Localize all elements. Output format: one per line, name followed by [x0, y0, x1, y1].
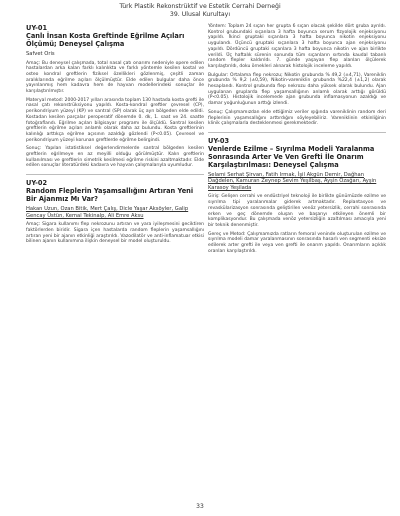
abstract-title: Venlerde Ezilme – Sıyrılma Modeli Yaralanma Sonrasında Arter Ve Ven Grefti İle Onarım Karşılaştırılması: Deneysel Çalışma — [208, 144, 375, 169]
left-column — [26, 24, 204, 245]
abstract-code: UY-02 — [26, 179, 48, 188]
abstract-uy02 — [26, 179, 204, 245]
section-divider — [26, 174, 204, 175]
abstract-title: Random Fleplerin Yaşamsallığını Artıran Yeni Bir Ajanmız Mı Var? — [26, 187, 194, 204]
abstract-method: Yöntem: Toplam 24 sıçan her grupta 6 sıçan olacak şekilde dört gruba ayrıldı. Kontrol grubundaki sıçanlara 3 hafta boyunca serum fizyolojik enjeksiyonu yapıldı. İkinci gruptaki sıçanlara 3 hafta boyunca nikotin enjeksiyonu uygulandı. Üçüncü gruptaki sıçanlara 3 hafta boyunca ajan enjeksiyonu yapıldı. Dördüncü gruptaki sıçanlara 3 hafta boyunca nikotin ve ajan birlikte verildi. Üç haftalık sürenin sonunda tüm sıçanların sırtında kaudal tabanlı random flepler kaldırıldı. 7. günde yaşayan flep alanları ölçülerek karşılaştırıldı, doku örnekleri alınarak histolojik inceleme yapıldı. — [208, 24, 386, 69]
page-number: 33 — [196, 503, 204, 510]
abstract-method: Materyal metod: 2000-2017 yılları arasında toplam 130 hastada kosta grefti ile nasal çatı rekonstrüksiyonu yapıldı. Kosta-kondral greftler çevresel (CP), perikondriyum yüzeyi (KP) ve santral (SP) olarak üç ayrı bölgeden elde edildi. Kostadan kesilen parçalar peroperatif dönemde 0. dk, 1. saat ve 24. saatte fotoğraflandı. Eğrilme açıları bilgisayar programı ile ölçüldü. Santral kesilen greftlerin eğrilme açıları anlamlı olarak daha az bulundu. Kosta greftlerinin kalınlığı arttıkça eğrilme açısının azaldığı gözlendi (P<0.05). Çevresel ve perikondriyum yüzeyi korunan greftlerde eğrilme belirgindi. — [26, 97, 204, 143]
abstract-result: Sonuç: Çalışmamızdan elde ettiğimiz veriler ışığında vareniklinin random deri fleplerinin yaşamsallığını arttırdığını söyleyebiliriz. Vareniklinin etkinliğinin klinik çalışmalarla desteklenmesi gerekmektedir. — [208, 109, 386, 127]
abstract-uy01 — [26, 24, 204, 169]
abstract-result: Sonuç: Yapılan istatistiksel değerlendirmelerde santral bölgeden kesilen greftlerin eğrilmeye en az meyilli olduğu görülmüştür. Kalın greftlerin kullanılması ve greftlerin simetrik kesilmesi eğrilme riskini azaltmaktadır. Elde edilen sonuçlar literatürdeki kadavra ve hayvan çalışmalarıyla uyumludur. — [26, 146, 204, 169]
abstract-findings: Bulgular: Ortalama flep nekrozu; Nikotin grubunda % 49,2 (±4,71), Vareniklin grubunda % 9,2 (±0,59), Nikotin-vareniklin grubunda %22,4 (±1,2) olarak hesaplandı. Kontrol grubunda flep nekrozu daha yüksek olarak bulundu. Ajan uygulanan gruplarda flep yaşamsallığının anlamlı olarak arttığı görüldü (P<0.05). Histolojik incelemede ajan grubunda inflamasyonun azaldığı ve damar yoğunluğunun arttığı izlendi. — [208, 72, 386, 107]
right-column — [208, 24, 386, 254]
abstract-authors: Selami Serhat Şirvan, Fatih Irmak, İşil Akgün Demir, Dağhan Dağdelen, Kamuran Zeynep Sevim Yeşilbaş, Ayşin Özağarı, Ayşin Karasoy Yeşilada — [208, 171, 377, 191]
running-header — [0, 3, 400, 19]
abstract-uy03 — [208, 137, 386, 255]
abstract-intro: Giriş: Gelişen cerrahi ve endüstriyel teknoloji ile birlikte günümüzde ezilme ve sıyrılma tipi yaralanmalar giderek artmaktadır. Replantasyon ve revaskülarizasyon sonrasında geliştirilen venöz yetersizlik, cerrahi sonrasında erken ve geç dönemde oluşan ve başarıyı etkileyen önemli bir komplikasyondur. Bu çalışmada venöz yetersizliğin azaltılması amacıyla yeni bir teknik denenmiştir. — [208, 194, 386, 228]
abstract-method: Gereç ve Metod: Çalışmamızda ratların femoral veninde oluşturulan ezilme ve sıyrılma modeli damar yaralanmasının sonrasında hasarlı ven segmenti eksize edilerek arter grefti ile veya ven grefti ile onarım yapıldı. Onarımların açıklık oranları karşılaştırıldı. — [208, 231, 386, 254]
abstract-aim: Amaç: Bu deneysel çalışmada, total nasal çatı onarımı nedeniyle opere edilen hastalardan arka kalan farklı kalınlıkta ve farklı yöntemle kesilen kostal ve osteo kondral greftlerin fiziksel özellikleri gözlenmiş, çeşitli zaman aralıklarında eğrilme açıları ölçülmüştür. Elde edilen bulgular daha önce yayınlanmış hem kadavra hem de hayvan modellerindeki sonuçlar ile karşılaştırılmıştır. — [26, 60, 204, 95]
abstract-aim: Amaç: Sigara kullanımı flep nekrozunu artıran ve yara iyileşmesini geciktiren faktörlerden biridir. Sigara içen hastalarda random fleplerin yaşamsallığını artıran yeni bir ajanın etkinliği araştırıldı. Vazodilatör ve anti-inflamatuar etkisi bilinen ajanın kullanımına ilişkin deneysel bir model oluşturuldu. — [26, 222, 204, 245]
abstract-code: UY-03 — [208, 136, 230, 145]
abstract-title: Canlı İnsan Kosta Greftinde Eğrilme Açıları Ölçümü; Deneysel Çalışma — [26, 32, 185, 48]
congress-name: 39. Ulusal Kurultayı — [169, 11, 231, 18]
society-name: Türk Plastik Rekonstrüktif ve Estetik Cerrahi Derneği — [119, 3, 281, 10]
abstract-authors: Hakan Uzun, Ozan Bitik, Mert Çalış, Dicle Yaşar Aksöyler, Galip Gencay Üstün, Kemal Tekinalp, Ali Emre Aksu — [26, 206, 189, 219]
abstract-code: UY-01 — [26, 24, 48, 32]
section-divider — [208, 132, 386, 133]
abstract-authors: Safvet Oris — [26, 51, 55, 57]
